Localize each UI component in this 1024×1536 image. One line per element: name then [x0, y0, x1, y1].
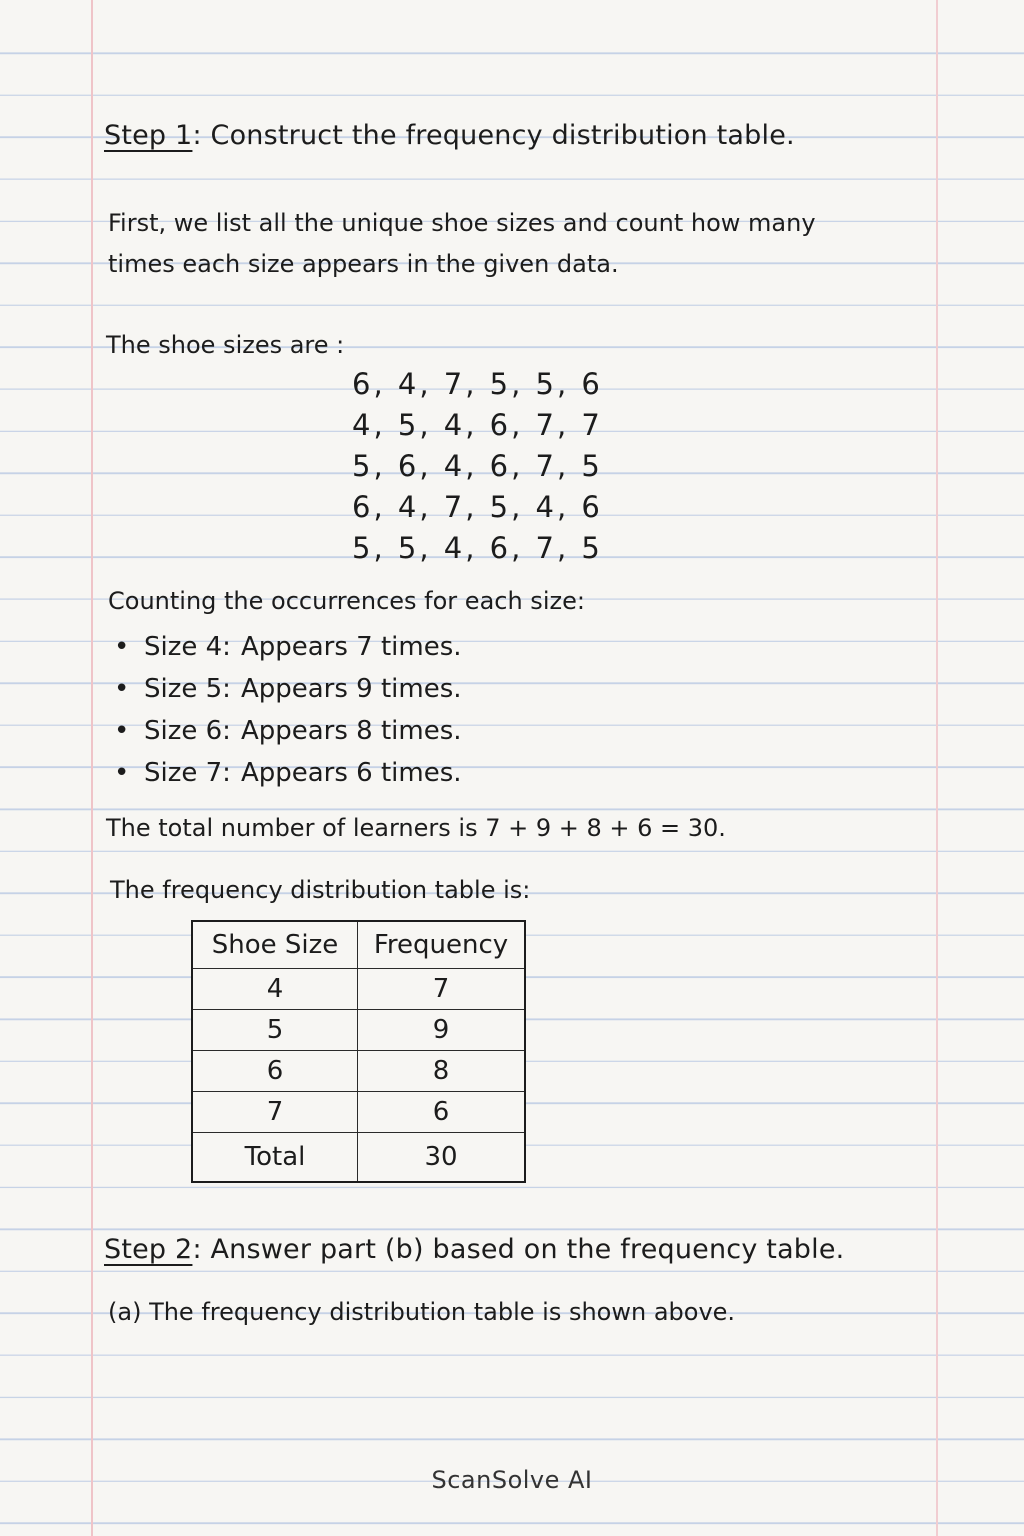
cell-frequency: 8	[358, 1051, 526, 1092]
left-margin-rule	[91, 0, 93, 1536]
table-row	[192, 969, 525, 1010]
step1-text: : Construct the frequency distribution table.	[192, 120, 795, 151]
step2-label: Step 2	[104, 1234, 193, 1265]
cell-size: 4	[192, 969, 358, 1010]
cell-size: 6	[192, 1051, 358, 1092]
list-item	[114, 756, 462, 798]
cell-frequency: 7	[358, 969, 526, 1010]
table-header-row	[192, 921, 525, 969]
frequency-table	[191, 920, 526, 1183]
count-size: Size 7:	[144, 758, 231, 788]
table-row	[192, 1010, 525, 1051]
counts-list	[114, 630, 462, 798]
total-learners-text: The total number of learners is 7 + 9 + 8 + 6 = 30.	[106, 814, 726, 842]
footer-brand: ScanSolve AI	[431, 1466, 593, 1494]
count-text: Appears 7 times.	[240, 632, 462, 662]
part-a-text: (a) The frequency distribution table is shown above.	[108, 1298, 736, 1326]
step1-label: Step 1	[104, 120, 193, 151]
cell-frequency: 6	[358, 1092, 526, 1133]
count-size: Size 5:	[144, 674, 231, 704]
table-total-row	[192, 1133, 525, 1183]
count-size: Size 4:	[144, 632, 231, 662]
cell-size: 5	[192, 1010, 358, 1051]
data-row: 4, 5, 4, 6, 7, 7	[352, 408, 603, 442]
table-row	[192, 1092, 525, 1133]
list-item	[114, 672, 462, 714]
list-item	[114, 714, 462, 756]
data-row: 5, 5, 4, 6, 7, 5	[352, 531, 603, 565]
cell-frequency: 9	[358, 1010, 526, 1051]
step2-text: : Answer part (b) based on the frequency table.	[192, 1234, 845, 1265]
shoe-sizes-label: The shoe sizes are :	[106, 331, 345, 359]
table-row	[192, 1051, 525, 1092]
count-text: Appears 6 times.	[240, 758, 462, 788]
table-label: The frequency distribution table is:	[110, 876, 531, 904]
step2-heading	[104, 1236, 844, 1263]
header-shoe-size: Shoe Size	[192, 921, 358, 969]
count-text: Appears 9 times.	[240, 674, 462, 704]
cell-total-value: 30	[358, 1133, 526, 1183]
header-frequency: Frequency	[358, 921, 526, 969]
data-row: 5, 6, 4, 6, 7, 5	[352, 449, 603, 483]
intro-line-1: First, we list all the unique shoe sizes and count how many	[108, 209, 816, 237]
right-margin-rule	[936, 0, 938, 1536]
step1-heading	[104, 122, 795, 149]
counting-label: Counting the occurrences for each size:	[108, 587, 585, 615]
data-row: 6, 4, 7, 5, 5, 6	[352, 367, 603, 401]
cell-total-label: Total	[192, 1133, 358, 1183]
count-size: Size 6:	[144, 716, 231, 746]
intro-line-2: times each size appears in the given data.	[108, 250, 619, 278]
data-row: 6, 4, 7, 5, 4, 6	[352, 490, 603, 524]
cell-size: 7	[192, 1092, 358, 1133]
count-text: Appears 8 times.	[240, 716, 462, 746]
list-item	[114, 630, 462, 672]
